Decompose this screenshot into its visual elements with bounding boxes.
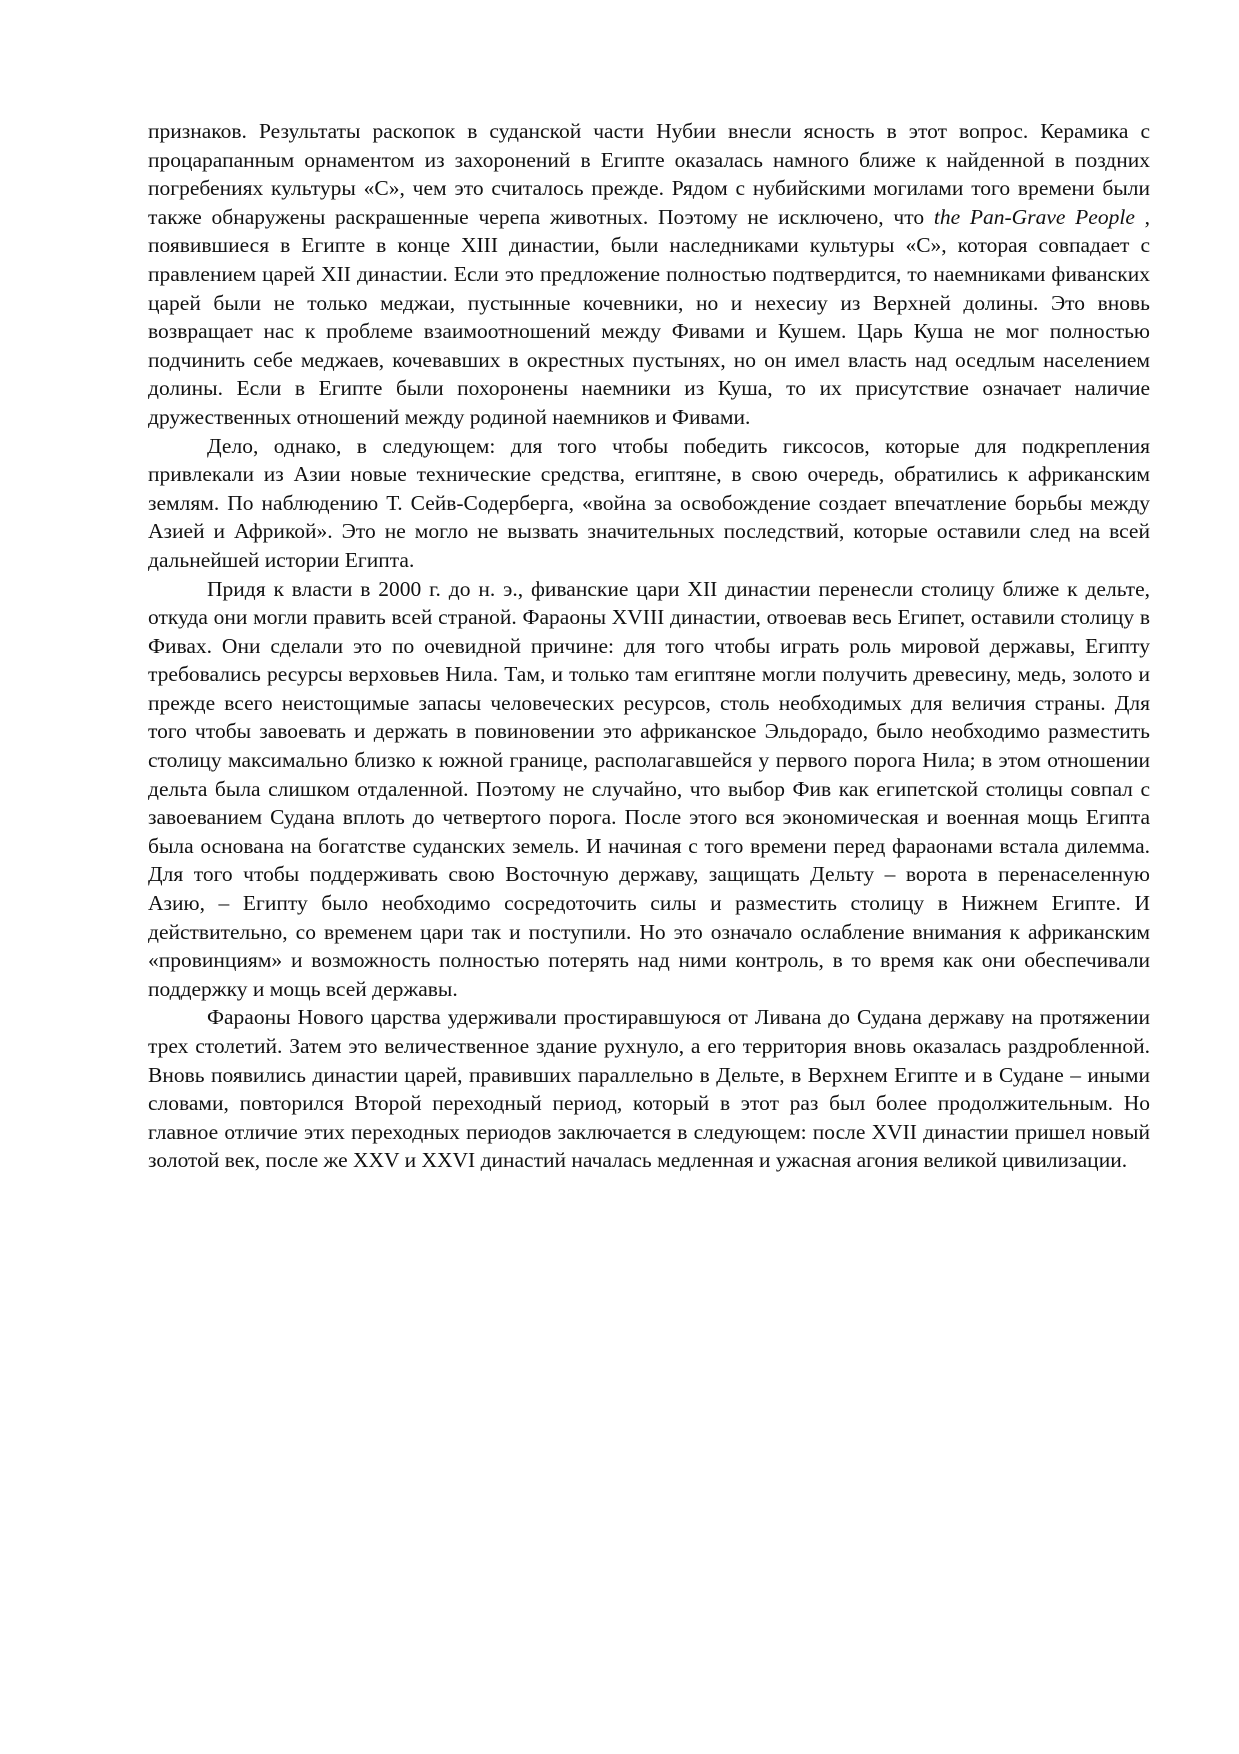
paragraph-2-text: Дело, однако, в следующем: для того чтобы победить гиксосов, которые для подкрепления привлекали из Азии новые технические средства, египтяне, в свою очередь, обратились к африканским землям. По наблюдению Т. Сейв-Содерберга, «война за освобождение создает впечатление борьбы между Азией и Африкой». Это не могло не вызвать значительных последствий, которые оставили след на всей дальнейшей истории Египта. <box>148 433 1150 572</box>
paragraph-4 <box>148 1003 1150 1175</box>
document-page <box>148 117 1150 1175</box>
paragraph-1-italic-term: the Pan-Grave People <box>933 204 1135 229</box>
paragraph-3-text: Придя к власти в 2000 г. до н. э., фиванские цари XII династии перенесли столицу ближе к дельте, откуда они могли править всей страной. Фараоны XVIII династии, отвоевав весь Египет, оставили столицу в Фивах. Они сделали это по очевидной причине: для того чтобы играть роль мировой державы, Египту требовались ресурсы верховьев Нила. Там, и только там египтяне могли получить древесину, медь, золото и прежде всего неистощимые запасы человеческих ресурсов, столь необходимых для величия страны. Для того чтобы завоевать и держать в повиновении это африканское Эльдорадо, было необходимо разместить столицу максимально близко к южной границе, располагавшейся у первого порога Нила; в этом отношении дельта была слишком отдаленной. Поэтому не случайно, что выбор Фив как египетской столицы совпал с завоеванием Судана вплоть до четвертого порога. После этого вся экономическая и военная мощь Египта была основана на богатстве суданских земель. И начиная с того времени перед фараонами встала дилемма. Для того чтобы поддерживать свою Восточную державу, защищать Дельту – ворота в перенаселенную Азию, – Египту было необходимо сосредоточить силы и разместить столицу в Нижнем Египте. И действительно, со временем цари так и поступили. Но это означало ослабление внимания к африканским «провинциям» и возможность полностью потерять над ними контроль, в то время как они обеспечивали поддержку и мощь всей державы. <box>148 576 1150 1001</box>
paragraph-3 <box>148 575 1150 1004</box>
paragraph-1 <box>148 117 1150 432</box>
paragraph-1-text-a: признаков. Результаты раскопок в суданской части Нубии внесли ясность в этот вопрос. Керамика с процарапанным орнаментом из захоронений в Египте оказалась намного ближе к найденной в поздних погребениях культуры «С», чем это считалось прежде. Рядом с нубийскими могилами того времени были также обнаружены раскрашенные черепа животных. Поэтому не исключено, что <box>148 119 1150 229</box>
paragraph-2 <box>148 432 1150 575</box>
paragraph-1-text-b: , появившиеся в Египте в конце XIII династии, были наследниками культуры «С», которая совпадает с правлением царей XII династии. Если это предложение полностью подтвердится, то наемниками фиванских царей были не только меджаи, пустынные кочевники, но и нехесиу из Верхней долины. Это вновь возвращает нас к проблеме взаимоотношений между Фивами и Кушем. Царь Куша не мог полностью подчинить себе меджаев, кочевавших в окрестных пустынях, но он имел власть над оседлым населением долины. Если в Египте были похоронены наемники из Куша, то их присутствие означает наличие дружественных отношений между родиной наемников и Фивами. <box>148 204 1151 429</box>
paragraph-4-text: Фараоны Нового царства удерживали простиравшуюся от Ливана до Судана державу на протяжении трех столетий. Затем это величественное здание рухнуло, а его территория вновь оказалась раздробленной. Вновь появились династии царей, правивших параллельно в Дельте, в Верхнем Египте и в Судане – иными словами, повторился Второй переходный период, который в этот раз был более продолжительным. Но главное отличие этих переходных периодов заключается в следующем: после XVII династии пришел новый золотой век, после же XXV и XXVI династий началась медленная и ужасная агония великой цивилизации. <box>148 1005 1150 1173</box>
